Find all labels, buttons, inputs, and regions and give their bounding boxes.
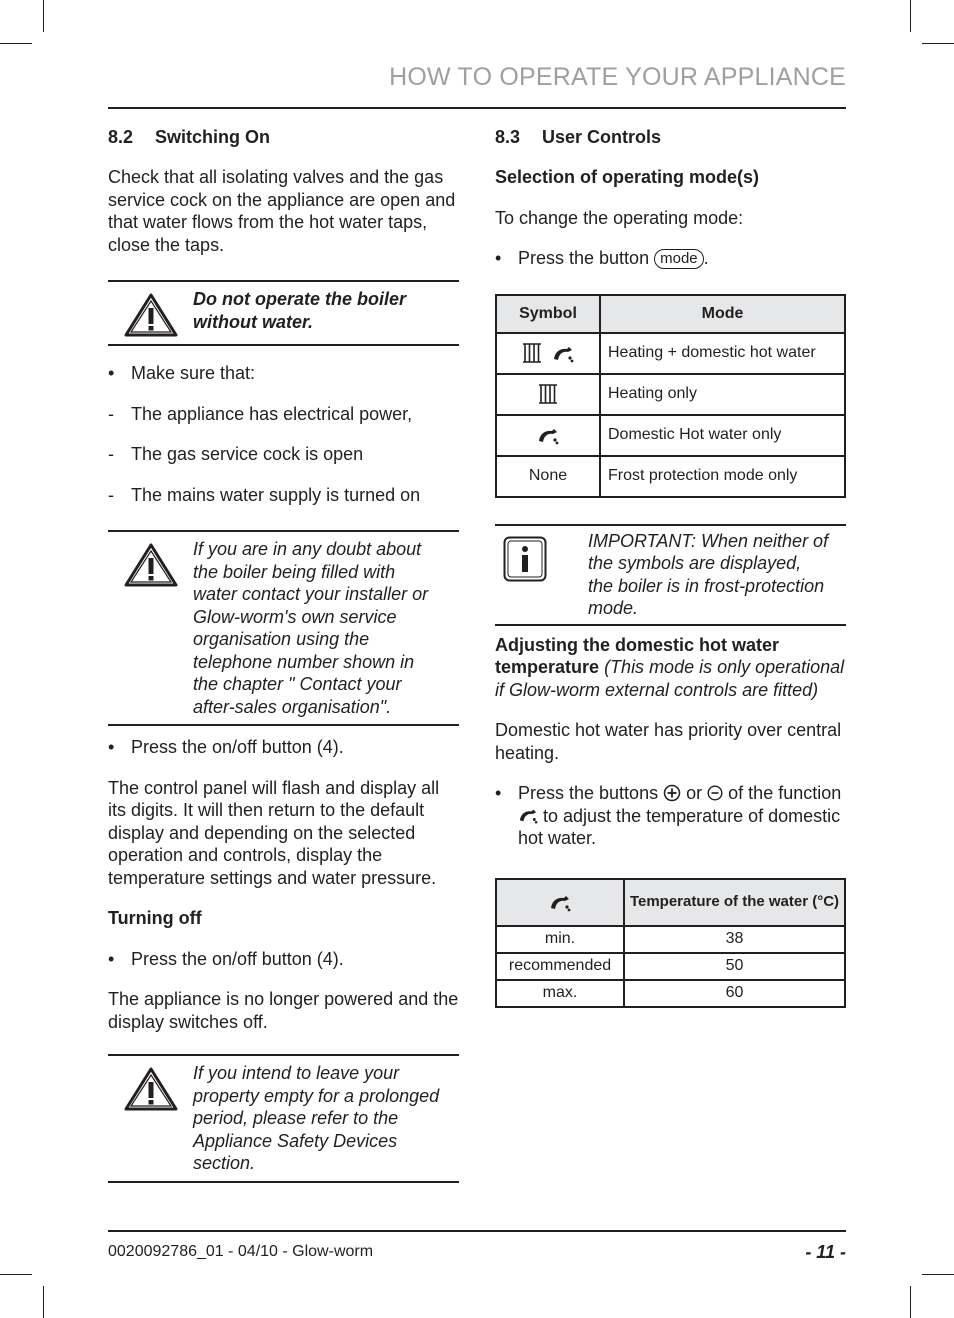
temperature-table	[495, 878, 846, 1008]
paragraph: The control panel will flash and display all its digits. It will then return to the default display and depending on the selected operation and controls, display the temperature settings and water pressure.	[108, 777, 440, 888]
right-column	[495, 127, 846, 1008]
temp-label: min.	[496, 926, 624, 953]
temp-label: max.	[496, 980, 624, 1007]
header-rule	[108, 107, 846, 109]
adjust-paragraph	[495, 634, 846, 702]
warning-text: If you are in any doubt about the boiler being filled with water contact your installer or Glow-worm's own service organisation using the telephone number shown in the chapter " Contact your after-sales organisation".	[193, 539, 429, 717]
left-column	[108, 127, 459, 1199]
table-header: Symbol	[496, 295, 600, 333]
section-heading	[108, 127, 459, 148]
warning-text: If you intend to leave your property empty for a prolonged period, please refer to the Appliance Safety Devices section.	[193, 1063, 440, 1173]
subheading-turning-off: Turning off	[108, 908, 202, 928]
table-row	[496, 333, 845, 374]
table-row	[496, 374, 845, 415]
temp-value: 60	[624, 980, 845, 1007]
mode-cell: Heating + domestic hot water	[600, 333, 845, 374]
bullet-text-part: of the function	[728, 783, 842, 803]
mode-cell: Frost protection mode only	[600, 456, 845, 497]
crop-mark	[0, 1274, 32, 1275]
warning-icon	[108, 538, 193, 718]
bullet-text: Make sure that:	[131, 363, 256, 383]
tap-icon	[552, 343, 574, 363]
symbol-cell	[496, 374, 600, 415]
warning-text: Do not operate the boiler without water.	[193, 289, 407, 332]
bullet-text-part: Press the button	[518, 248, 650, 268]
radiator-icon	[538, 383, 558, 405]
dash-item: - The mains water supply is turned on	[108, 484, 421, 505]
bullet-text: Press the on/off button (4).	[131, 948, 344, 969]
temp-value: 38	[624, 926, 845, 953]
temp-value: 50	[624, 953, 845, 980]
symbol-cell: None	[496, 456, 600, 497]
crop-mark	[922, 1274, 954, 1275]
dash-text: The appliance has electrical power,	[131, 403, 413, 424]
dash-item: - The gas service cock is open	[108, 444, 364, 464]
dash-text: The gas service cock is open	[131, 444, 364, 464]
footer-document-id: 0020092786_01 - 04/10 - Glow-worm	[108, 1243, 374, 1260]
table-row	[496, 415, 845, 456]
bullet-text-part: Press the buttons	[518, 783, 659, 803]
crop-mark	[0, 43, 32, 44]
table-row	[496, 926, 845, 953]
info-icon	[495, 530, 588, 620]
warning-icon	[108, 1062, 193, 1175]
paragraph: The appliance is no longer powered and the display switches off.	[108, 989, 459, 1032]
bullet-item: • Press the on/off button (4).	[108, 737, 344, 757]
bullet-item: • Press the on/off button (4).	[108, 948, 344, 969]
bullet-text	[518, 247, 709, 270]
paragraph: To change the operating mode:	[495, 207, 744, 228]
section-heading	[495, 127, 846, 148]
symbol-cell	[496, 415, 600, 456]
intro-paragraph: Check that all isolating valves and the gas service cock on the appliance are open and that water flows from the hot water taps, close the taps.	[108, 167, 456, 255]
subheading-adjust: Adjusting the domestic hot water temperature	[495, 634, 780, 677]
table-row	[496, 953, 845, 980]
mode-cell: Domestic Hot water only	[600, 415, 845, 456]
section-number: 8.2	[108, 127, 134, 147]
mode-button-icon: mode	[654, 249, 704, 269]
footer-rule	[108, 1230, 846, 1232]
section-number: 8.3	[495, 127, 521, 147]
temp-label: recommended	[496, 953, 624, 980]
bullet-item: • Make sure that:	[108, 363, 256, 383]
mode-table	[495, 294, 846, 498]
info-text: IMPORTANT: When neither of the symbols are displayed, the boiler is in frost-protection mode.	[588, 530, 829, 618]
warning-note	[108, 1054, 459, 1183]
warning-note	[108, 530, 459, 726]
warning-icon	[108, 288, 193, 338]
table-row	[496, 980, 845, 1007]
symbol-cell	[496, 333, 600, 374]
section-title: Switching On	[155, 127, 270, 147]
bullet-text: Press the on/off button (4).	[131, 737, 344, 757]
bullet-item: • Press the buttons or of the function to adjust the temperature of domestic hot water.	[495, 782, 846, 850]
bullet-text-part: to adjust the temperature of domestic hot water.	[518, 805, 841, 848]
table-row	[496, 456, 845, 497]
info-note	[495, 524, 846, 626]
tap-icon	[518, 806, 538, 824]
table-header	[496, 879, 624, 926]
bullet-text-part: .	[703, 248, 709, 268]
bullet-item: • Press the button mode .	[495, 248, 709, 268]
crop-mark	[922, 43, 954, 44]
mode-cell: Heating only	[600, 374, 845, 415]
page-number: - 11 -	[805, 1242, 846, 1262]
minus-button-icon	[707, 785, 723, 801]
tap-icon	[549, 892, 571, 912]
section-title: User Controls	[542, 127, 662, 147]
dash-item: - The appliance has electrical power,	[108, 403, 413, 424]
radiator-icon	[522, 342, 542, 364]
crop-mark	[910, 1286, 911, 1318]
plus-button-icon	[663, 784, 681, 802]
subheading-operating-mode: Selection of operating mode(s)	[495, 167, 760, 187]
paragraph: Domestic hot water has priority over central heating.	[495, 720, 842, 763]
adjust-note: (This mode is only operational if Glow-worm external controls are fitted)	[495, 657, 845, 700]
page-header-title: HOW TO OPERATE YOUR APPLIANCE	[389, 63, 846, 91]
bullet-text-part: or	[686, 783, 703, 803]
warning-note	[108, 280, 459, 346]
table-header: Temperature of the water (°C)	[624, 879, 845, 926]
table-header: Mode	[600, 295, 845, 333]
crop-mark	[910, 0, 911, 32]
tap-icon	[537, 425, 559, 445]
crop-mark	[43, 1286, 44, 1318]
bullet-text	[518, 782, 846, 850]
dash-text: The mains water supply is turned on	[131, 484, 421, 505]
crop-mark	[43, 0, 44, 32]
